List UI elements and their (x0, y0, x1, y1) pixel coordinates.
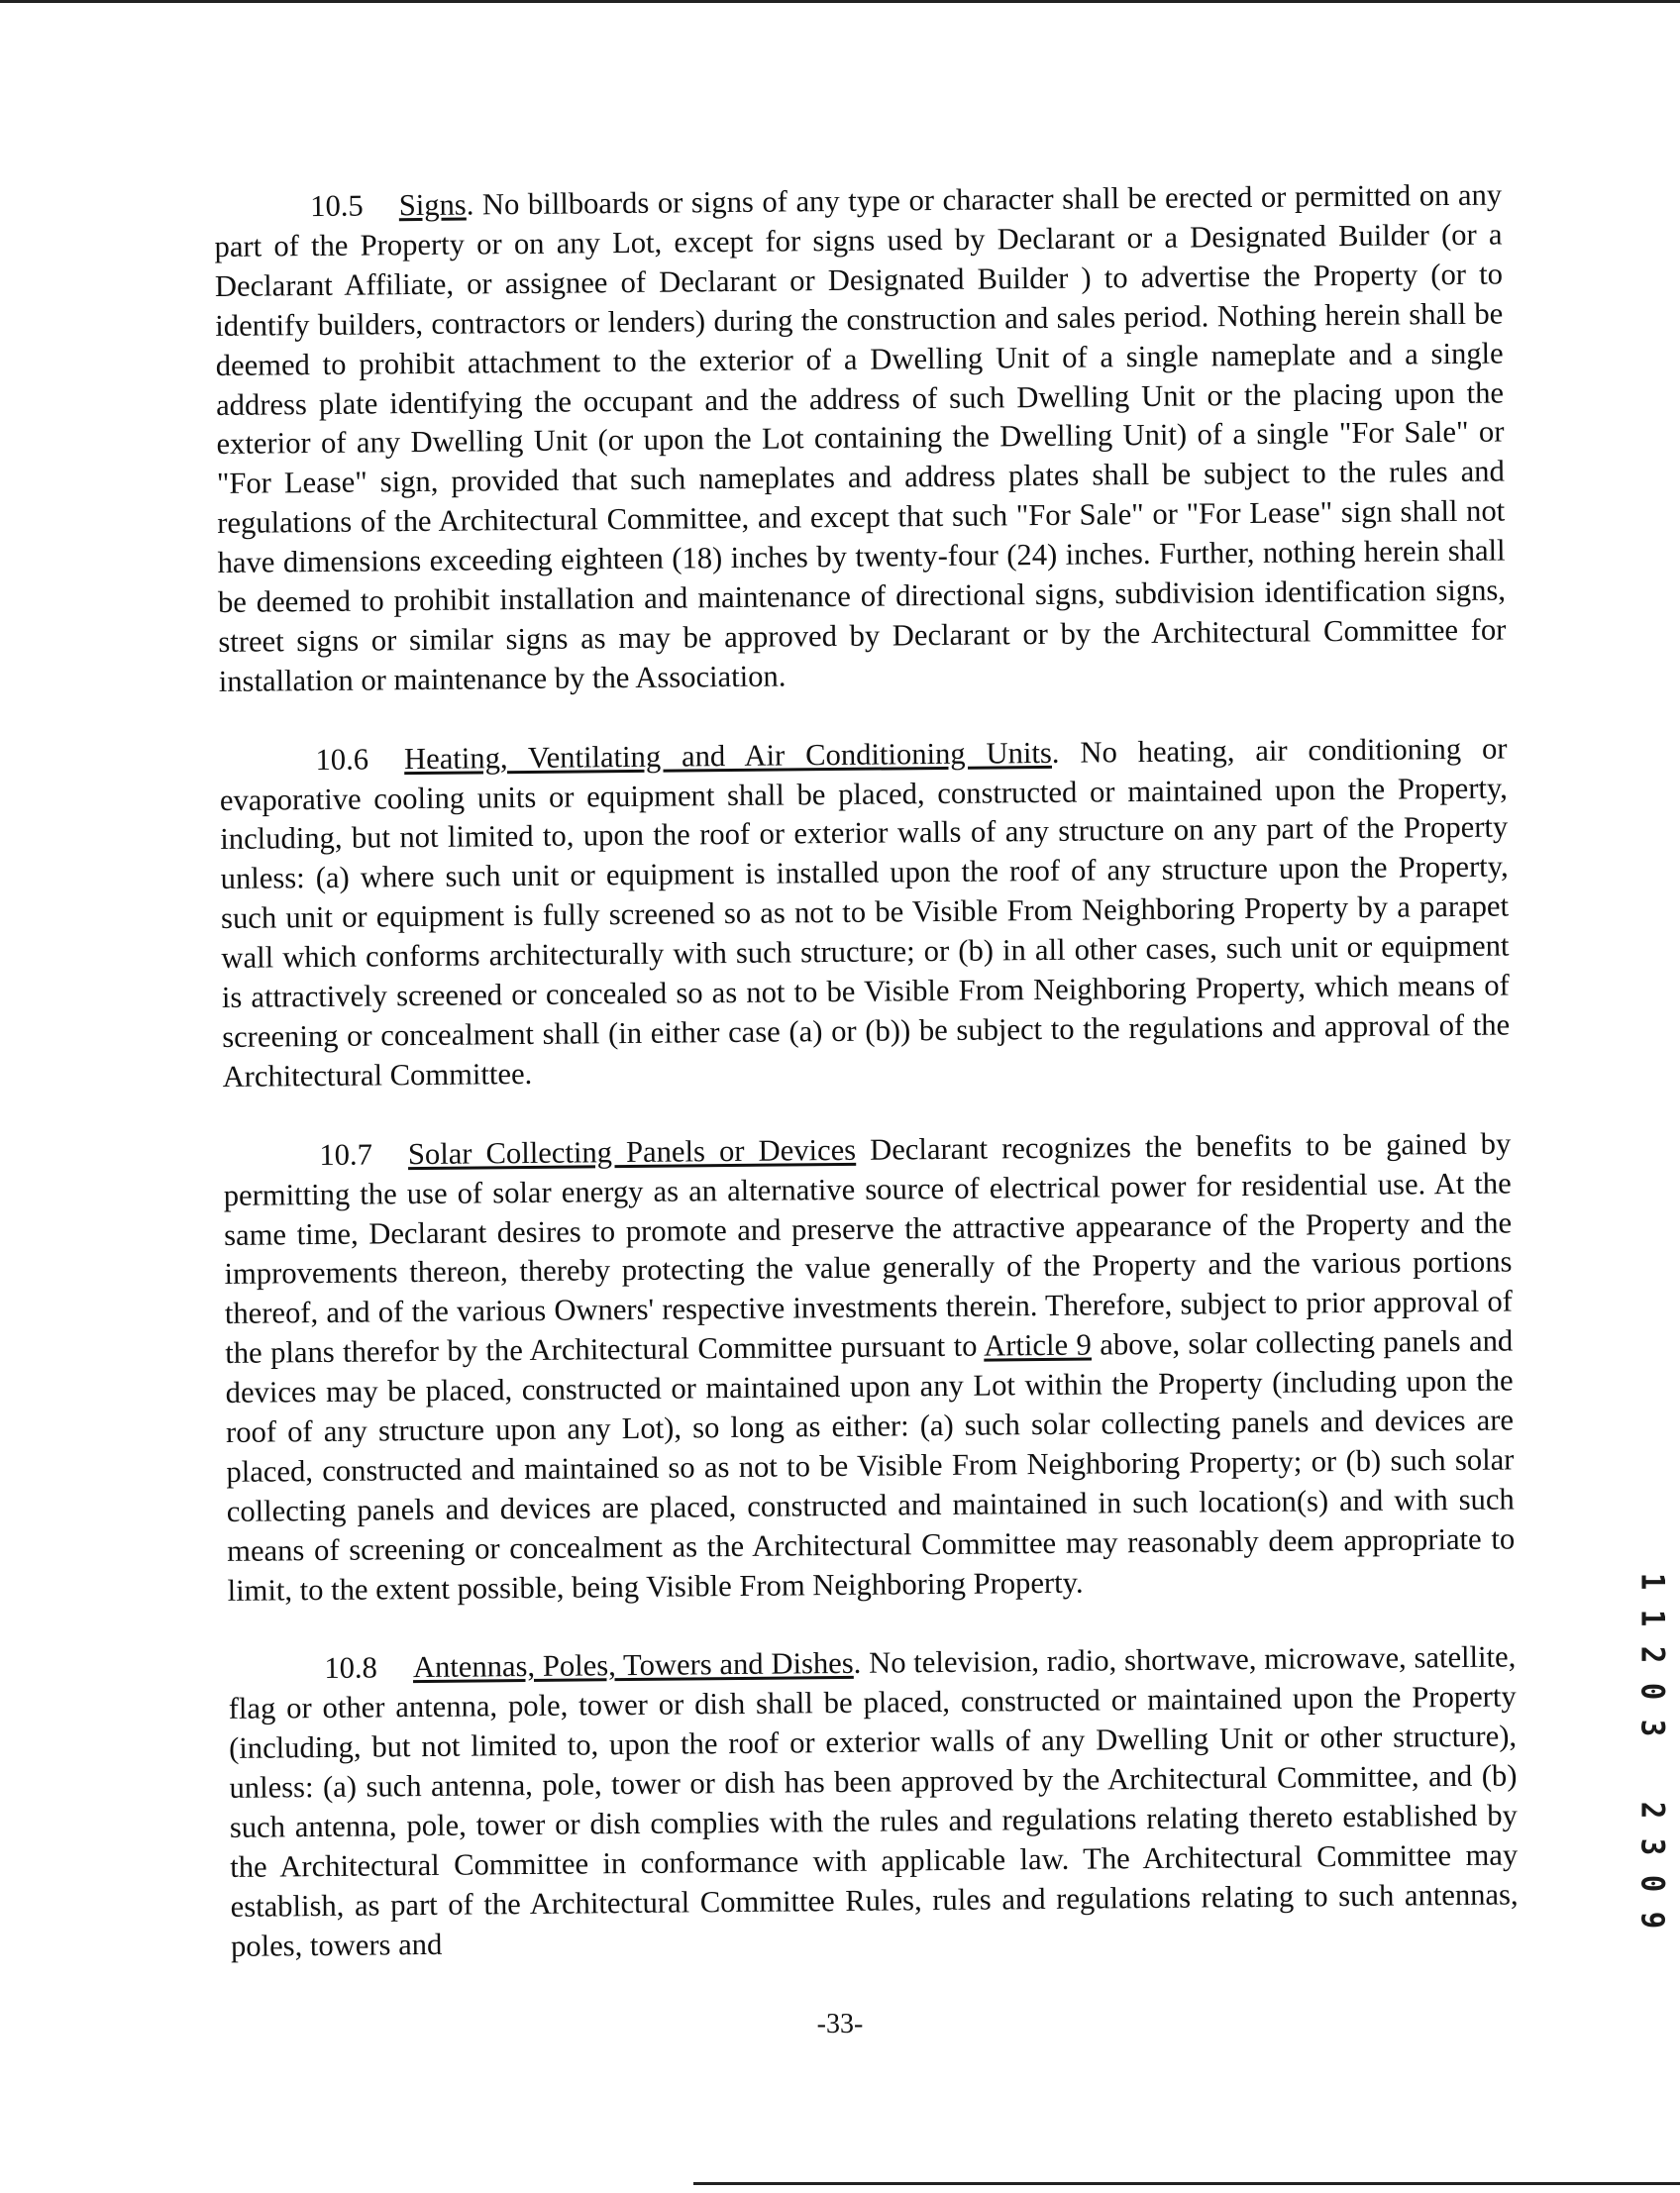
stamp-digit: 3 (1633, 1837, 1672, 1856)
document-page (214, 176, 1520, 2007)
section-10-5 (214, 176, 1507, 702)
section-number: 10.5 (310, 188, 364, 224)
section-title: Antennas, Poles, Towers and Dishes (412, 1646, 854, 1685)
section-10-8 (228, 1638, 1519, 1967)
section-number: 10.6 (315, 742, 369, 777)
stamp-group-2 (1632, 1792, 1672, 1938)
section-body-continued: above, solar collecting panels and devices may be placed, constructed or maintained upon any Lot within the Property (including upon the roof of any structure upon any Lot), so long as either: (a) such solar collecting panels and devices are placed, constructed and maintained so as not to be Visible From Neighboring Property; or (b) such solar collecting panels and devices are placed, constructed and maintained in such location(s) and with such means of screening or concealment as the Architectural Committee may reasonably deem appropriate to limit, to the extent possible, being Visible From Neighboring Property. (225, 1323, 1516, 1608)
stamp-digit: 2 (1633, 1645, 1672, 1664)
section-body: . No television, radio, shortwave, microwave, satellite, flag or other antenna, pole, tower or dish shall be placed, constructed or maintained upon the Property (including, but not limited to, upon the roof or exterior walls of any Dwelling Unit or other structure), unless: (a) such antenna, pole, tower or dish has been approved by the Architectural Committee, and (b) such antenna, pole, tower or dish complies with the rules and regulations relating thereto established by the Architectural Committee in conformance with applicable law. The Architectural Committee may establish, as part of the Architectural Committee Rules, rules and regulations relating to such antennas, poles, towers and (228, 1639, 1519, 1963)
page-number: -33- (816, 2009, 864, 2039)
section-body: Declarant recognizes the benefits to be gained by permitting the use of solar energy as an alternative source of electrical power for residential use. At the same time, Declarant desires to promote and preserve the attractive appearance of the Property and the improvements thereon, thereby protecting the value generally of the Property and the various portions thereof, and of the various Owners' respective investments therein. Therefore, subject to prior approval of the plans therefor by the Architectural Committee pursuant to (223, 1126, 1514, 1371)
recording-number-stamp (1632, 1563, 1672, 1938)
stamp-digit: 2 (1633, 1801, 1672, 1820)
section-number: 10.7 (319, 1137, 373, 1172)
stamp-digit: 9 (1633, 1911, 1672, 1930)
section-body: . No billboards or signs of any type or character shall be erected or permitted on any part of the Property or on any Lot, except for signs used by Declarant or a Designated Builder (or a Declarant Affiliate, or assignee of Declarant or Designated Builder ) to advertise the Property (or to identify builders, contractors or lenders) during the construction and sales period. Nothing herein shall be deemed to prohibit attachment to the exterior of a Dwelling Unit of a single nameplate and a single address plate identifying the occupant and the address of such Dwelling Unit or the placing upon the exterior of any Dwelling Unit (or upon the Lot containing the Dwelling Unit) of a single "For Sale" or "For Lease" sign, provided that such nameplates and address plates shall be subject to the rules and regulations of the Architectural Committee, and except that such "For Sale" or "For Lease" sign shall not have dimensions exceeding eighteen (18) inches by twenty-four (24) inches. Further, nothing herein shall be deemed to prohibit installation and maintenance of directional signs, subdivision identification signs, street signs or similar signs as may be approved by Declarant or by the Architectural Committee for installation or maintenance by the Association. (214, 177, 1507, 698)
section-number: 10.8 (324, 1650, 378, 1686)
section-title: Heating, Ventilating and Air Conditioning Units (403, 735, 1052, 776)
section-10-6 (219, 729, 1510, 1097)
stamp-digit: 3 (1633, 1719, 1672, 1737)
bottom-scan-border (693, 2182, 1680, 2185)
top-scan-border (0, 0, 1680, 3)
stamp-digit: 1 (1633, 1572, 1672, 1591)
section-title: Signs (398, 187, 467, 223)
stamp-digit: 0 (1633, 1874, 1672, 1893)
stamp-digit: 0 (1633, 1682, 1672, 1701)
stamp-digit: 1 (1633, 1609, 1672, 1627)
article-reference: Article 9 (984, 1327, 1093, 1363)
stamp-group-1 (1632, 1563, 1672, 1746)
section-title: Solar Collecting Panels or Devices (407, 1132, 857, 1171)
section-10-7 (223, 1124, 1516, 1611)
section-body: . No heating, air conditioning or evaporative cooling units or equipment shall be placed, constructed or maintained upon the Property, including, but not limited to, upon the roof or exterior walls of any structure on any part of the Property unless: (a) where such unit or equipment is installed upon the roof of any structure upon the Property, such unit or equipment is fully screened so as not to be Visible From Neighboring Property by a parapet wall which conforms architecturally with such structure; or (b) in all other cases, such unit or equipment is attractively screened or concealed so as not to be Visible From Neighboring Property, which means of screening or concealment shall (in either case (a) or (b)) be subject to the regulations and approval of the Architectural Committee. (219, 731, 1511, 1094)
